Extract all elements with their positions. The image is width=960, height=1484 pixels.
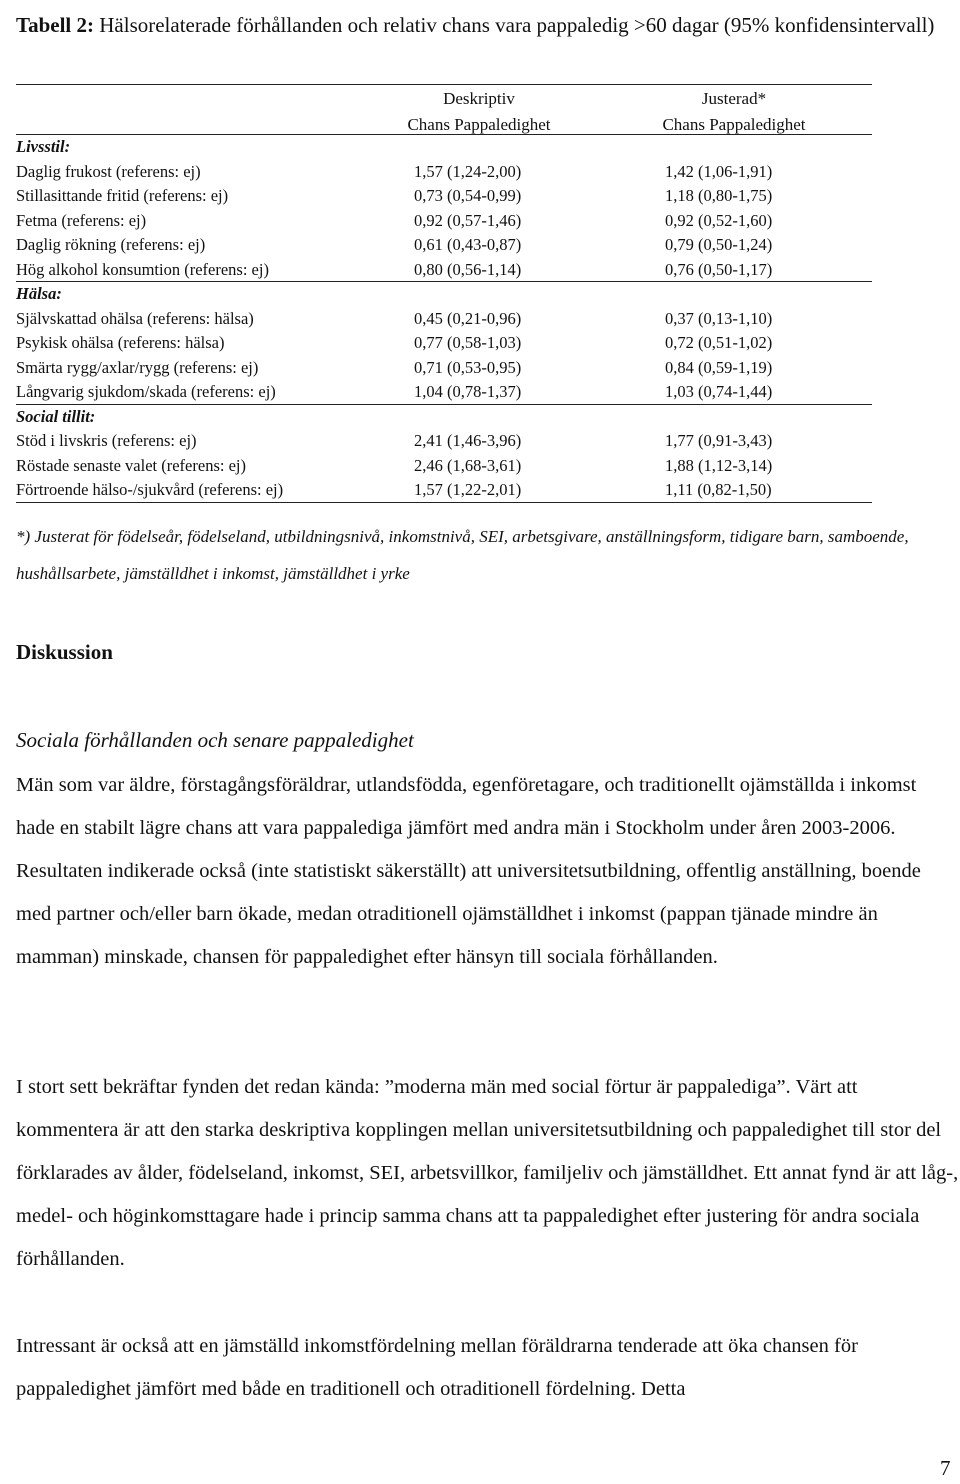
row-label: Förtroende hälso-/sjukvård (referens: ej) <box>16 480 284 499</box>
descriptive-value: 1,57 (1,24-2,00) <box>414 161 522 181</box>
adjusted-value: 1,42 (1,06-1,91) <box>665 161 773 181</box>
table-section-title <box>16 405 872 430</box>
descriptive-value: 0,61 (0,43-0,87) <box>414 235 522 254</box>
row-label: Daglig frukost (referens: ej) <box>16 161 201 181</box>
table-top-rule <box>16 84 872 85</box>
table-caption-label: Tabell 2: <box>16 13 94 37</box>
adjusted-value: 0,37 (0,13-1,10) <box>665 308 773 328</box>
descriptive-value: 0,80 (0,56-1,14) <box>414 259 522 279</box>
adjusted-value: 1,11 (0,82-1,50) <box>665 480 772 499</box>
table-section-title <box>16 135 872 160</box>
row-label: Fetma (referens: ej) <box>16 210 147 230</box>
row-label: Stöd i livskris (referens: ej) <box>16 431 197 450</box>
section-title-label: Hälsa: <box>16 284 62 303</box>
row-label: Långvarig sjukdom/skada (referens: ej) <box>16 382 276 401</box>
section-heading: Diskussion <box>16 640 113 664</box>
table-row <box>16 307 872 332</box>
row-label: Daglig rökning (referens: ej) <box>16 235 206 254</box>
table-row <box>16 454 872 479</box>
row-label: Smärta rygg/axlar/rygg (referens: ej) <box>16 357 259 377</box>
table-row <box>16 331 872 356</box>
section-subheading: Sociala förhållanden och senare pappaledighet <box>16 728 414 752</box>
table-row <box>16 233 872 258</box>
table-row <box>16 209 872 234</box>
table-footnote: *) Justerat för födelseår, födelseland, utbildningsnivå, inkomstnivå, SEI, arbetsgivare, anställningsform, tidigare barn, samboende, hushållsarbete, jämställdhet i inkomst, jämställdhet i yrke <box>16 527 909 583</box>
column-header-adjusted <box>634 86 834 138</box>
row-label: Röstade senaste valet (referens: ej) <box>16 455 246 475</box>
adjusted-value: 0,79 (0,50-1,24) <box>665 235 773 254</box>
body-paragraph: Intressant är också att en jämställd inkomstfördelning mellan föräldrarna tenderade att öka chansen för pappaledighet jämfört med både en traditionell och otraditionell fördelning. Detta <box>16 1335 858 1400</box>
adjusted-value: 1,18 (0,80-1,75) <box>665 186 773 205</box>
column-header-adjusted-line1: Justerad* <box>701 89 767 108</box>
adjusted-value: 0,76 (0,50-1,17) <box>665 259 773 279</box>
body-paragraph: I stort sett bekräftar fynden det redan kända: ”moderna män med social förtur är pappalediga”. Värt att kommentera är att den starka deskriptiva kopplingen mellan universitetsutbildning och pappaledighet till stor del förklarades av ålder, födelseland, inkomst, SEI, arbetsvillkor, familjeliv och jämställdhet. Ett annat fynd är att låg-, medel- och höginkomsttagare hade i princip samma chans att ta pappaledighet efter justering för andra sociala förhållanden. <box>16 1076 959 1270</box>
column-header-descriptive-line1: Deskriptiv <box>443 89 515 108</box>
table-row <box>16 478 872 503</box>
table-caption-text: Hälsorelaterade förhållanden och relativ chans vara pappaledig >60 dagar (95% konfidensintervall) <box>94 13 935 37</box>
body-paragraph: Män som var äldre, förstagångsföräldrar, utlandsfödda, egenföretagare, och traditionellt ojämställda i inkomst hade en stabilt lägre chans att vara pappalediga jämfört med andra män i Stockholm under åren 2003-2006. Resultaten indikerade också (inte statistiskt säkerställt) att universitetsutbildning, offentlig anställning, boende med partner och/eller barn ökade, medan otraditionell ojämställdhet i inkomst (pappan tjänade mindre än mamman) minskade, chansen för pappaledighet efter hänsyn till sociala förhållanden. <box>16 774 921 968</box>
section-title-label: Livsstil: <box>16 137 71 156</box>
column-header-adjusted-line2: Chans Pappaledighet <box>662 115 806 134</box>
table-section-title <box>16 282 872 307</box>
table-row <box>16 380 872 405</box>
descriptive-value: 0,92 (0,57-1,46) <box>414 210 522 230</box>
table-caption <box>16 6 946 44</box>
page-number: 7 <box>940 1456 951 1480</box>
table-row <box>16 160 872 185</box>
adjusted-value: 0,84 (0,59-1,19) <box>665 357 773 377</box>
adjusted-value: 1,03 (0,74-1,44) <box>665 382 773 401</box>
column-header-descriptive-line2: Chans Pappaledighet <box>407 115 551 134</box>
row-label: Självskattad ohälsa (referens: hälsa) <box>16 308 254 328</box>
adjusted-value: 0,92 (0,52-1,60) <box>665 210 773 230</box>
adjusted-value: 0,72 (0,51-1,02) <box>665 333 773 352</box>
row-label: Psykisk ohälsa (referens: hälsa) <box>16 333 225 352</box>
table-row <box>16 429 872 454</box>
descriptive-value: 1,57 (1,22-2,01) <box>414 480 522 499</box>
adjusted-value: 1,88 (1,12-3,14) <box>665 455 773 475</box>
descriptive-value: 2,46 (1,68-3,61) <box>414 455 522 475</box>
table-row <box>16 184 872 209</box>
descriptive-value: 1,04 (0,78-1,37) <box>414 382 522 401</box>
descriptive-value: 0,71 (0,53-0,95) <box>414 357 522 377</box>
table-section-rule <box>16 502 872 503</box>
table-row <box>16 258 872 283</box>
row-label: Stillasittande fritid (referens: ej) <box>16 186 229 205</box>
column-header-descriptive <box>384 86 574 138</box>
row-label: Hög alkohol konsumtion (referens: ej) <box>16 259 269 279</box>
descriptive-value: 0,77 (0,58-1,03) <box>414 333 522 352</box>
descriptive-value: 0,73 (0,54-0,99) <box>414 186 522 205</box>
descriptive-value: 0,45 (0,21-0,96) <box>414 308 522 328</box>
descriptive-value: 2,41 (1,46-3,96) <box>414 431 522 450</box>
adjusted-value: 1,77 (0,91-3,43) <box>665 431 773 450</box>
section-title-label: Social tillit: <box>16 406 96 426</box>
table-row <box>16 356 872 381</box>
